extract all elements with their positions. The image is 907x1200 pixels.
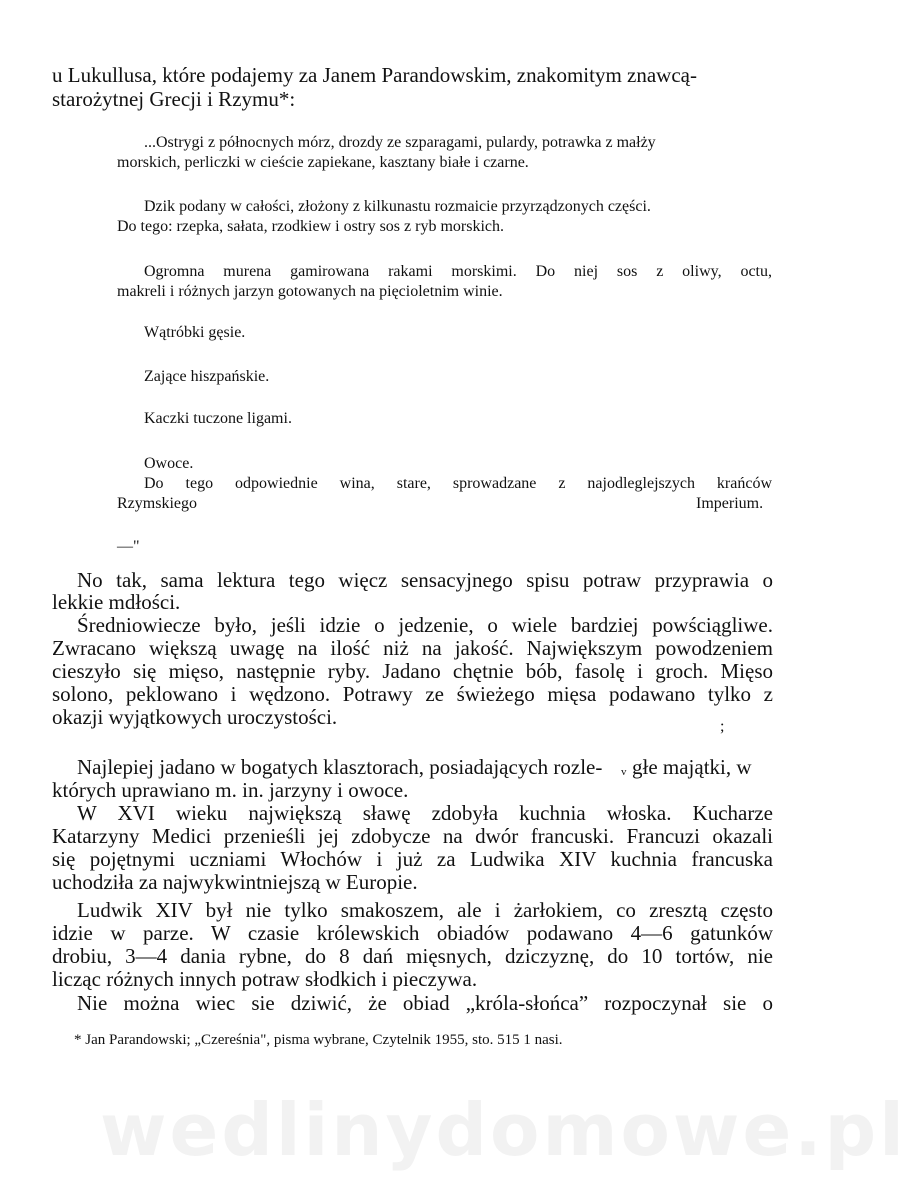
stray-mark: v — [621, 766, 627, 778]
stray-mark: ; — [720, 718, 725, 735]
quote-line: Do tego odpowiednie wina, stare, sprowadzane z najodleglejszych krańców — [144, 475, 772, 492]
quote-line: Owoce. — [144, 455, 194, 472]
body-line: No tak, sama lektura tego więcz sensacyjnego spisu potraw przyprawia o — [77, 568, 773, 592]
body-line: okazji wyjątkowych uroczystości. — [52, 705, 338, 729]
quote-line: Do tego: rzepka, sałata, rzodkiew i ostry sos z ryb morskich. — [117, 218, 505, 235]
body-line: się pojętnymi uczniami Włochów i już za Ludwika XIV kuchnia francuska — [52, 847, 773, 871]
quote-end: —" — [117, 538, 140, 555]
body-line: głe majątki, w — [632, 755, 752, 779]
quote-line: Zające hiszpańskie. — [144, 368, 270, 385]
intro-line-1: u Lukullusa, które podajemy za Janem Parandowskim, znakomitym znawcą- — [52, 63, 697, 87]
body-line: licząc różnych innych potraw słodkich i pieczywa. — [52, 967, 478, 991]
body-line: Zwracano większą uwagę na ilość niż na jakość. Największym powodzeniem — [52, 636, 773, 660]
body-line: solono, peklowano i wędzono. Potrawy ze świeżego mięsa podawano tylko z — [52, 682, 773, 706]
quote-line: Ogromna murena gamirowana rakami morskimi. Do niej sos z oliwy, octu, — [144, 263, 772, 280]
body-line: Ludwik XIV był nie tylko smakoszem, ale i żarłokiem, co zresztą często — [77, 898, 773, 922]
body-line: których uprawiano m. in. jarzyny i owoce. — [52, 778, 409, 802]
body-line: Średniowiecze było, jeśli idzie o jedzenie, o wiele bardziej powściągliwe. — [77, 613, 773, 637]
watermark: wedlinydomowe.pl — [100, 1088, 907, 1172]
body-line: uchodziła za najwykwintniejszą w Europie. — [52, 870, 418, 894]
quote-line: makreli i różnych jarzyn gotowanych na pięcioletnim winie. — [117, 283, 503, 300]
body-line: Najlepiej jadano w bogatych klasztorach, posiadających rozle- — [77, 755, 603, 779]
quote-line: ...Ostrygi z północnych mórz, drozdy ze szparagami, pulardy, potrawka z małży — [144, 134, 656, 151]
body-line: lekkie mdłości. — [52, 590, 181, 614]
quote-line: Imperium. — [696, 495, 764, 512]
quote-line: Kaczki tuczone ligami. — [144, 410, 292, 427]
quote-line: morskich, perliczki w cieście zapiekane, kasztany białe i czarne. — [117, 154, 529, 171]
body-line: idzie w parze. W czasie królewskich obiadów podawano 4—6 gatunków — [52, 921, 773, 945]
footnote: * Jan Parandowski; „Czereśnia", pisma wybrane, Czytelnik 1955, sto. 515 1 nasi. — [74, 1032, 563, 1048]
body-line: W XVI wieku największą sławę zdobyła kuchnia włoska. Kucharze — [77, 801, 773, 825]
intro-line-2: starożytnej Grecji i Rzymu*: — [52, 87, 296, 111]
quote-line: Wątróbki gęsie. — [144, 324, 246, 341]
body-line: cieszyło się mięso, następnie ryby. Jadano chętnie bób, fasolę i groch. Mięso — [52, 659, 773, 683]
quote-line: Rzymskiego — [117, 495, 197, 512]
quote-line: Dzik podany w całości, złożony z kilkunastu rozmaicie przyrządzonych części. — [144, 198, 651, 215]
body-line: drobiu, 3—4 dania rybne, do 8 dań mięsnych, dziczyznę, do 10 tortów, nie — [52, 944, 773, 968]
body-line: Katarzyny Medici przenieśli jej zdobycze na dwór francuski. Francuzi okazali — [52, 824, 773, 848]
body-line: Nie można wiec sie dziwić, że obiad „króla-słońca” rozpoczynał sie o — [77, 991, 773, 1015]
